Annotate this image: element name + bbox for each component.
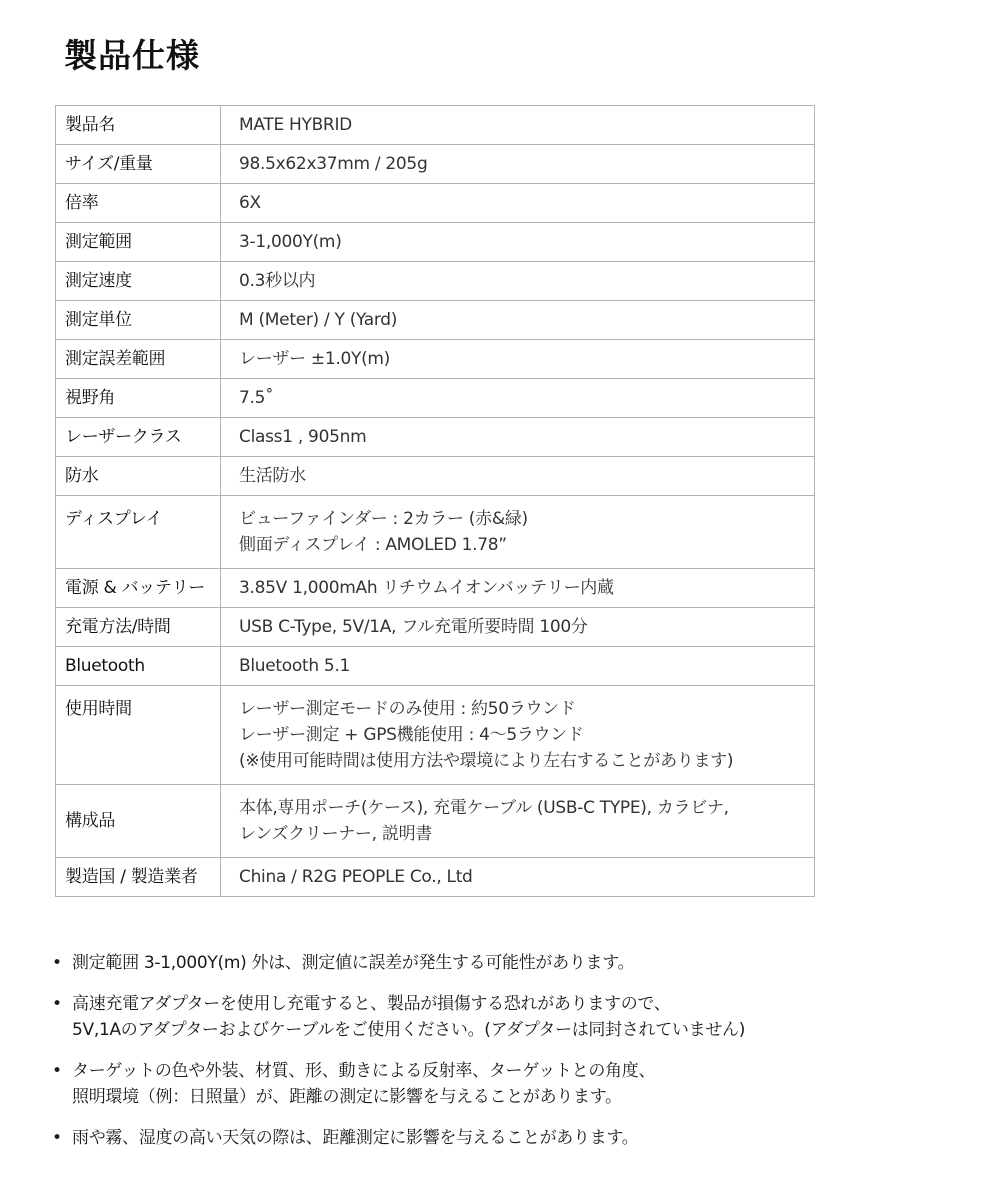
spec-value: 生活防水	[221, 457, 815, 496]
spec-row-display	[56, 496, 815, 569]
spec-label: 製品名	[56, 106, 221, 145]
spec-value: China / R2G PEOPLE Co., Ltd	[221, 858, 815, 897]
spec-row-contents	[56, 785, 815, 858]
note-text: 照明環境（例：日照量）が、距離の測定に影響を与えることがあります。	[72, 1087, 622, 1107]
spec-label: ディスプレイ	[56, 496, 221, 569]
note-text: 雨や霧、湿度の高い天気の際は、距離測定に影響を与えることがあります。	[72, 1128, 639, 1148]
note-text: 高速充電アダプターを使用し充電すると、製品が損傷する恐れがありますので、	[72, 994, 671, 1014]
spec-row-charging	[56, 608, 815, 647]
spec-label: 測定速度	[56, 262, 221, 301]
note-item	[52, 1125, 952, 1151]
spec-row-usage-time	[56, 686, 815, 785]
note-text: 測定範囲 3-1,000Y(m) 外は、測定値に誤差が発生する可能性があります。	[72, 953, 635, 973]
spec-label: レーザークラス	[56, 418, 221, 457]
spec-row-measure-range	[56, 223, 815, 262]
spec-row-laser-class	[56, 418, 815, 457]
spec-value: 6X	[221, 184, 815, 223]
spec-label: 視野角	[56, 379, 221, 418]
spec-row-measure-speed	[56, 262, 815, 301]
note-item	[52, 950, 952, 976]
spec-value: 本体,専用ポーチ(ケース), 充電ケーブル (USB-C TYPE), カラビナ, レンズクリーナー, 説明書	[221, 785, 815, 858]
spec-value: 3-1,000Y(m)	[221, 223, 815, 262]
spec-row-manufacturer	[56, 858, 815, 897]
spec-label: 測定単位	[56, 301, 221, 340]
spec-row-size-weight	[56, 145, 815, 184]
spec-label: サイズ/重量	[56, 145, 221, 184]
spec-row-magnification	[56, 184, 815, 223]
spec-value: ビューファインダー : 2カラー (赤&緑) 側面ディスプレイ : AMOLED 1.78”	[221, 496, 815, 569]
spec-value: USB C-Type, 5V/1A, フル充電所要時間 100分	[221, 608, 815, 647]
spec-label: 防水	[56, 457, 221, 496]
note-text: ターゲットの色や外装、材質、形、動きによる反射率、ターゲットとの角度、	[72, 1061, 656, 1081]
note-text: 5V,1Aのアダプターおよびケーブルをご使用ください。(アダプターは同封されていません)	[72, 1020, 746, 1040]
spec-value: レーザー測定モードのみ使用 : 約50ラウンド レーザー測定 + GPS機能使用 : 4〜5ラウンド (※使用可能時間は使用方法や環境により左右することがあります)	[221, 686, 815, 785]
spec-value: 0.3秒以内	[221, 262, 815, 301]
spec-row-bluetooth	[56, 647, 815, 686]
spec-label: Bluetooth	[56, 647, 221, 686]
spec-label: 製造国 / 製造業者	[56, 858, 221, 897]
spec-value: レーザー ±1.0Y(m)	[221, 340, 815, 379]
spec-row-measure-unit	[56, 301, 815, 340]
note-item	[52, 1058, 952, 1110]
spec-label: 電源 & バッテリー	[56, 569, 221, 608]
spec-value: 7.5˚	[221, 379, 815, 418]
spec-value: Bluetooth 5.1	[221, 647, 815, 686]
spec-label: 構成品	[56, 785, 221, 858]
spec-row-power-battery	[56, 569, 815, 608]
note-item	[52, 991, 952, 1043]
spec-row-field-of-view	[56, 379, 815, 418]
spec-row-product-name	[56, 106, 815, 145]
bullet-icon: •	[52, 1128, 62, 1148]
spec-label: 充電方法/時間	[56, 608, 221, 647]
bullet-icon: •	[52, 1061, 62, 1081]
spec-value: MATE HYBRID	[221, 106, 815, 145]
spec-row-measure-error	[56, 340, 815, 379]
spec-value: Class1 , 905nm	[221, 418, 815, 457]
spec-table	[55, 105, 815, 897]
bullet-icon: •	[52, 994, 62, 1014]
spec-label: 使用時間	[56, 686, 221, 785]
spec-value: 98.5x62x37mm / 205g	[221, 145, 815, 184]
bullet-icon: •	[52, 953, 62, 973]
spec-value: M (Meter) / Y (Yard)	[221, 301, 815, 340]
spec-row-waterproof	[56, 457, 815, 496]
page-title: 製品仕様	[64, 36, 200, 75]
spec-label: 測定誤差範囲	[56, 340, 221, 379]
spec-value: 3.85V 1,000mAh リチウムイオンバッテリー内蔵	[221, 569, 815, 608]
notes-list	[52, 950, 952, 1166]
spec-label: 測定範囲	[56, 223, 221, 262]
spec-label: 倍率	[56, 184, 221, 223]
